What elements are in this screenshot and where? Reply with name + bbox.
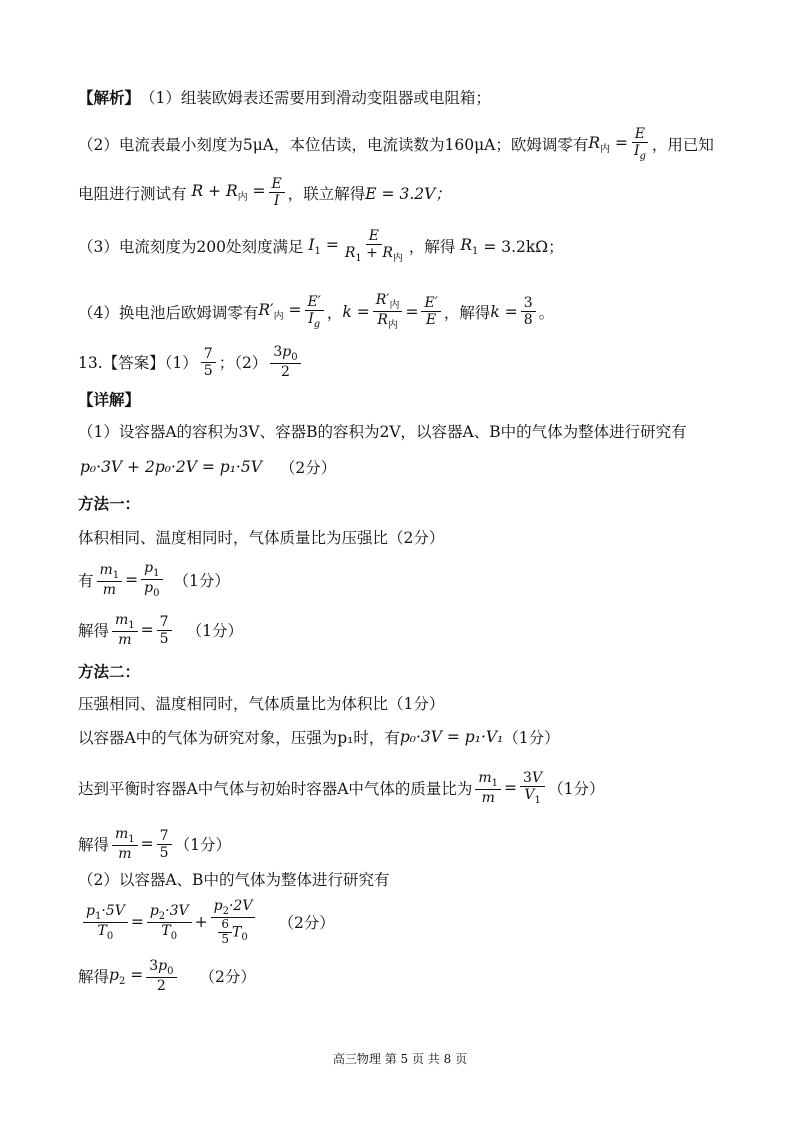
method2-eq-2: p₀·3V = p₁·V₁: [399, 728, 504, 746]
frac-7-5-b: $\frac{7}{5}$: [157, 614, 172, 647]
method1-score-3: （1分）: [186, 622, 243, 641]
frac-m1-m-2: $\frac{m_1}{m}$: [112, 612, 138, 648]
eq-sign-4: =: [504, 779, 518, 798]
analysis-text-2b: ，用已知: [651, 136, 714, 155]
frac-eprime-over-ig: $\frac{E'}{I_g}$: [305, 294, 324, 330]
method2-score-2: （1分）: [503, 729, 560, 747]
frac-rprime-over-r: $\frac{R'_内}{R_内}$: [373, 292, 403, 332]
eq1-score: （2分）: [279, 459, 337, 477]
eq1: p₀·3V + 2p₀·2V = p₁·5V: [80, 458, 262, 476]
comma: ，: [326, 303, 343, 322]
analysis-text-4a: （3）电流刻度为200处刻度满足: [78, 238, 304, 257]
method1-title: 方法一：: [78, 495, 141, 513]
method2-text-2: 以容器A中的气体为研究对象，压强为p₁时，有: [78, 729, 400, 747]
eq1-line: [80, 456, 336, 478]
frac-m1-m-3: $\frac{m_1}{m}$: [475, 770, 501, 806]
q13-mid: ；（2）: [218, 354, 268, 373]
method1-title-line: [78, 492, 140, 514]
eq2-line: [80, 898, 335, 947]
result-text: 解得: [78, 968, 110, 987]
q13-part2-text: （2）以容器A、B中的气体为整体进行研究有: [78, 871, 390, 889]
frac-e-over-r1-rin: $\frac{E}{R_1 + R_内}$: [344, 228, 403, 264]
formula-k-result: k =: [490, 302, 518, 321]
method1-line-1: [78, 526, 444, 548]
frac-3p0-2: $\frac{3p_0}{2}$: [270, 344, 300, 380]
analysis-text-5a: （4）换电池后欧姆调零有: [78, 303, 259, 322]
formula-i1: $I_1$ =: [303, 235, 339, 257]
method2-line-1: [78, 692, 444, 714]
plus-sign: +: [194, 913, 208, 932]
q13-head: 13.【答案】（1）: [78, 354, 198, 373]
detail-label: 【详解】: [78, 391, 141, 409]
analysis-text-4b: ，解得: [408, 238, 456, 257]
method1-score-2: （1分）: [173, 571, 230, 590]
method1-text-2: 有: [78, 571, 94, 590]
frac-3-8: $\frac{3}{8}$: [521, 295, 536, 328]
method2-line-2: [78, 726, 560, 748]
method1-text-1: 体积相同、温度相同时，气体质量比为压强比（2分）: [78, 529, 445, 547]
method2-score-3: （1分）: [548, 780, 605, 799]
frac-m1-m-4: $\frac{m_1}{m}$: [112, 826, 138, 862]
method2-title: 方法二：: [78, 663, 141, 681]
method2-title-line: [78, 660, 140, 682]
page-footer: 高三物理 第 5 页 共 8 页: [332, 1052, 468, 1066]
frac-p1-p0: $\frac{p_1}{p_0}$: [141, 560, 162, 600]
detail-label-line: [78, 388, 140, 410]
frac-p1-5v-t0: $\frac{p_1\cdot 5V}{T_0}$: [83, 903, 128, 943]
q13-answer-line: [78, 344, 304, 380]
analysis-label: 【解析】: [78, 89, 141, 107]
eq-sign-5: =: [140, 835, 154, 854]
formula-e-result: E = 3.2V；: [365, 184, 451, 203]
formula-r1-symbol: $R_1$: [455, 235, 479, 257]
method2-text-4: 解得: [78, 836, 110, 855]
formula-r-in-prime: $R'_内$ =: [258, 301, 302, 323]
analysis-line-3: [78, 176, 451, 209]
method1-text-3: 解得: [78, 622, 110, 641]
analysis-text-3a: 电阻进行测试有: [78, 184, 187, 203]
analysis-line-5: [78, 292, 554, 332]
frac-7-5: $\frac{7}{5}$: [201, 346, 216, 379]
method2-line-3: [78, 770, 604, 806]
formula-r-plus-rin: $R + R_内$ =: [186, 182, 266, 204]
result-line: [78, 958, 256, 994]
analysis-line-4: [78, 228, 564, 264]
method2-text-1: 压强相同、温度相同时，气体质量比为体积比（1分）: [78, 695, 445, 713]
frac-3v-v1: $\frac{3V}{V_1}$: [520, 770, 545, 806]
method2-score-4: （1分）: [174, 836, 231, 855]
frac-e-over-i: $\frac{E}{I}$: [269, 176, 285, 209]
result-score: （2分）: [199, 968, 256, 987]
frac-eprime-over-e: $\frac{E'}{E}$: [421, 295, 440, 328]
q13-part1-text: （1）设容器A的容积为3V、容器B的容积为2V，以容器A、B中的气体为整体进行研究有: [78, 423, 687, 441]
method1-line-2: [78, 560, 230, 600]
eq-sign: =: [405, 302, 419, 321]
analysis-line-2: [78, 126, 714, 162]
method2-text-3: 达到平衡时容器A中气体与初始时容器A中气体的质量比为: [78, 780, 473, 799]
frac-7-5-c: $\frac{7}{5}$: [157, 828, 172, 861]
eq-sign-6: =: [130, 913, 144, 932]
frac-m1-m: $\frac{m_1}{m}$: [97, 562, 123, 598]
q13-part1-line: [78, 420, 687, 442]
analysis-line-1: [78, 86, 491, 108]
frac-p2-2v-6-5-t0: $p_2\cdot 2V$ $\frac{6}{5}$ $T_0$: [211, 898, 256, 947]
analysis-text-5b: ，解得: [443, 303, 491, 322]
analysis-text-3b: ，联立解得: [287, 184, 366, 203]
method1-line-3: [78, 612, 243, 648]
formula-k: k =: [342, 302, 370, 321]
analysis-text-2a: （2）电流表最小刻度为5μA，本位估读，电流读数为160μA；欧姆调零有: [78, 136, 589, 155]
eq-sign-2: =: [125, 570, 139, 589]
analysis-text-1: （1）组装欧姆表还需要用到滑动变阻器或电阻箱；: [140, 89, 491, 107]
frac-3p0-2-b: $\frac{3p_0}{2}$: [146, 958, 176, 994]
formula-r1-result: = 3.2kΩ；: [483, 238, 564, 257]
analysis-text-5c: 。: [538, 303, 555, 322]
formula-p2: $p_2$ =: [109, 965, 144, 987]
frac-p2-3v-t0: $\frac{p_2\cdot 3V}{T_0}$: [147, 903, 192, 943]
method2-line-4: [78, 826, 231, 862]
eq2-score: （2分）: [278, 914, 335, 933]
q13-part2-line: [78, 868, 389, 890]
frac-e-over-ig: $\frac{E}{I_g}$: [631, 126, 649, 162]
formula-r-in: $R_内$ =: [588, 133, 628, 155]
eq-sign-3: =: [140, 621, 154, 640]
